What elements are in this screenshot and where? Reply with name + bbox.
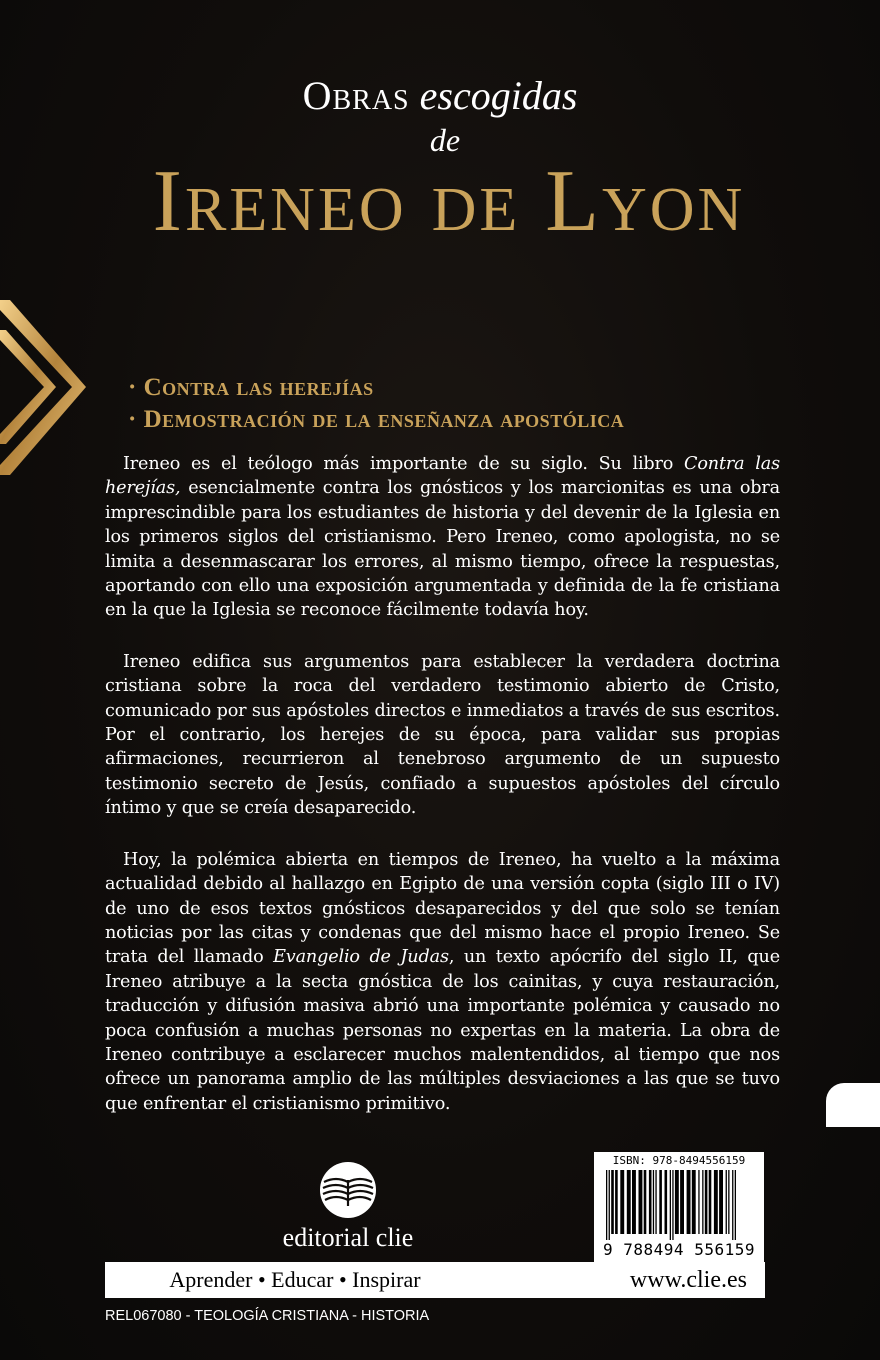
isbn-label: ISBN: 978-8494556159 — [612, 1154, 746, 1167]
barcode-bar — [639, 1170, 643, 1234]
barcode-bar — [714, 1170, 718, 1234]
website-url: www.clie.es — [629, 1267, 747, 1293]
paragraph-1 — [105, 452, 780, 623]
title-line-obras-escogidas — [0, 72, 880, 120]
p3-rest: , un texto apócrifo del siglo II, que Ireneo atribuye a la secta gnóstica de los cainitas, y cuya restauración, traducción y difusión masiva abrió una importante polémica y causado no poca confusión a muchas personas no expertas en la materia. La obra de Ireneo contribuye a esclarecer muchos malentendidos, al tiempo que nos ofrece un panorama amplio de las múltiples desviaciones a las que se tuvo que enfrentar el cristianismo primitivo. — [105, 947, 780, 1114]
paragraph-3 — [105, 848, 780, 1116]
author-title: Ireneo de Lyon — [152, 153, 746, 250]
barcode-bar — [675, 1170, 679, 1234]
barcode-bar — [698, 1170, 699, 1234]
barcode-bar — [680, 1170, 684, 1234]
p1-rest: esencialmente contra los gnósticos y los marcionitas es una obra imprescindible para los estudiantes de historia y del devenir de la Iglesia en los primeros siglos del cristianismo. Pero Ireneo, como apologista, no se limita a desenmascarar los errores, al mismo tiempo, ofrece la respuestas, aportando con ello una exposición argumentada y definida de la fe cristiana en la que la Iglesia se reconoce fácilmente todavía hoy. — [105, 478, 780, 621]
barcode-bar — [615, 1170, 618, 1234]
description — [105, 452, 780, 1143]
barcode-bar — [687, 1170, 691, 1234]
isbn-digits: 9 788494 556159 — [603, 1240, 755, 1259]
barcode-bar — [649, 1170, 652, 1234]
work-item: · Contra las herejías — [128, 374, 374, 401]
gold-chevron-ornament — [0, 300, 90, 475]
barcode-bars — [604, 1170, 754, 1240]
publisher-name: editorial clie — [282, 1223, 414, 1252]
barcode-bar — [606, 1170, 607, 1240]
works-list — [128, 372, 828, 436]
gospel-title: Evangelio de Judas — [273, 947, 449, 968]
barcode-bar — [726, 1170, 727, 1234]
book-title-contra-las-herejias: Contra las herejías, — [105, 454, 781, 499]
barcode-bar — [705, 1170, 708, 1234]
title-de: de — [429, 122, 461, 158]
tagline: Aprender • Educar • Inspirar — [169, 1267, 421, 1292]
edge-tab — [826, 1083, 880, 1127]
catalog-code: REL067080 - TEOLOGÍA CRISTIANA - HISTORIA — [105, 1308, 430, 1324]
work-item: · Demostración de la enseñanza apostólica — [128, 406, 625, 433]
barcode-bar — [709, 1170, 712, 1234]
barcode-bar — [655, 1170, 656, 1234]
barcode-bar — [627, 1170, 631, 1234]
barcode-bar — [702, 1170, 703, 1234]
paragraph-2: Ireneo edifica sus argumentos para establecer la verdadera doctrina cristiana sobre la roca del verdadero testimonio abierto de Cristo, comunicado por sus apóstoles directos e inmediatos a través de sus escritos. Por el contrario, los herejes de su época, para validar sus propias afirmaciones, recurrieron al tenebroso argumento de un supuesto testimonio secreto de Jesús, confiado a supuestos apóstoles del círculo íntimo y que se creía desaparecido. — [105, 651, 780, 819]
barcode-bar — [644, 1170, 647, 1234]
open-book-globe-icon — [318, 1160, 378, 1220]
barcode-bar — [632, 1170, 636, 1234]
barcode-bar — [611, 1170, 614, 1234]
p1-intro: Ireneo es el teólogo más importante de su siglo. Su libro — [123, 454, 685, 474]
barcode-bar — [735, 1170, 736, 1240]
title-obras: Obras — [302, 73, 410, 118]
barcode-bar — [653, 1170, 654, 1234]
barcode-bar — [620, 1170, 624, 1234]
title-escogidas: escogidas — [419, 73, 578, 118]
barcode-bar — [672, 1170, 673, 1240]
barcode-bar — [732, 1170, 733, 1240]
barcode-bar — [659, 1170, 662, 1234]
barcode-bar — [719, 1170, 723, 1234]
barcode-bar — [665, 1170, 668, 1234]
barcode-bar — [670, 1170, 671, 1240]
barcode-bar — [609, 1170, 610, 1240]
barcode — [594, 1152, 764, 1267]
barcode-bar — [692, 1170, 696, 1234]
barcode-bar — [728, 1170, 729, 1234]
bottom-strip — [105, 1262, 765, 1298]
p3-intro: Hoy, la polémica abierta en tiempos de Ireneo, ha vuelto a la máxima actualidad debido al hallazgo en Egipto de una versión copta (siglo III o IV) de uno de esos textos gnósticos desaparecidos y del que solo se tenían noticias por las citas y condenas que del mismo hace el propio Ireneo. Se trata del llamado — [105, 849, 780, 968]
